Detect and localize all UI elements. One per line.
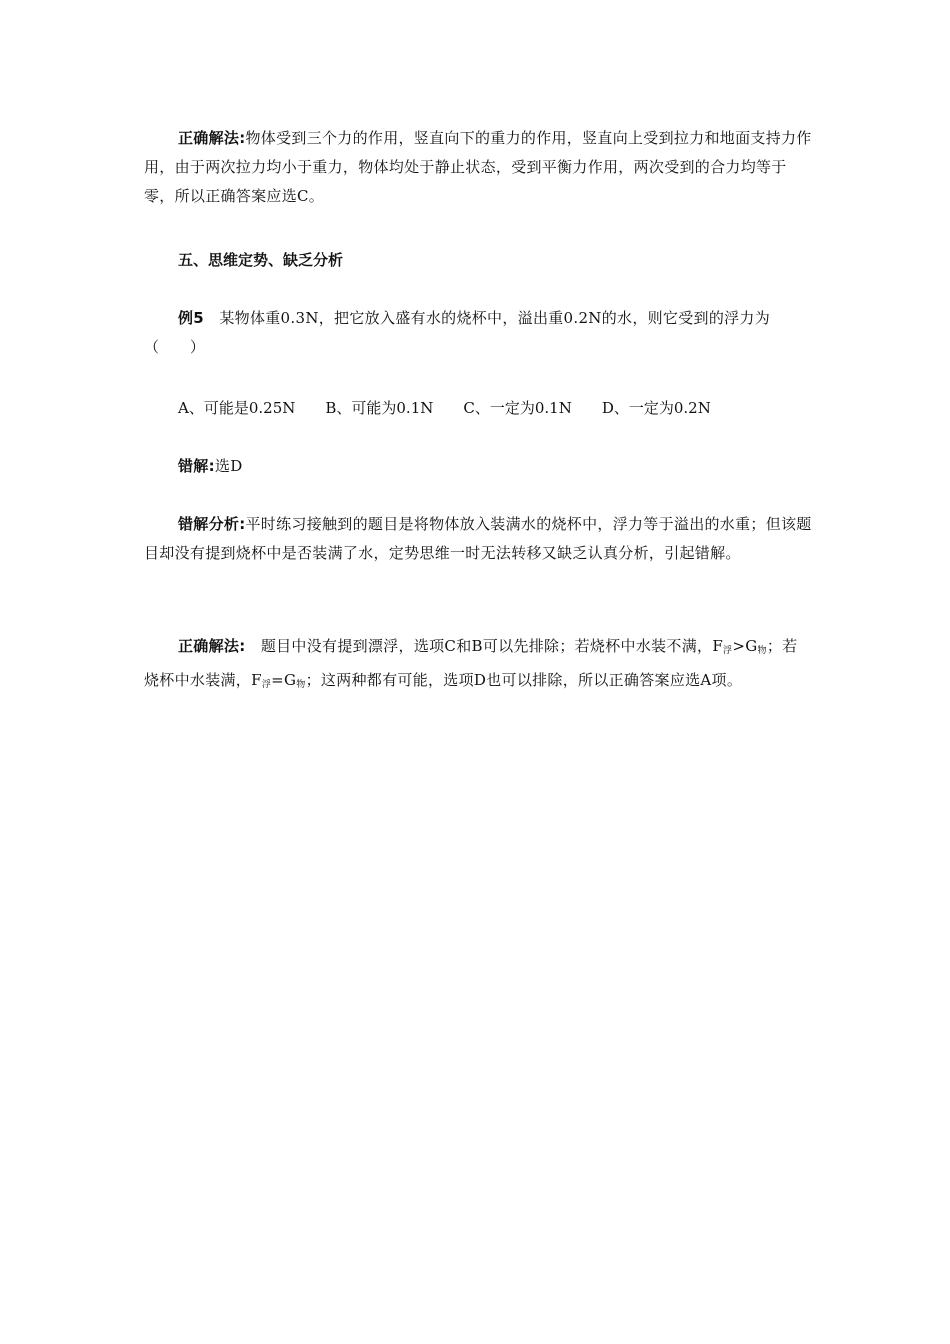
correct-text-part5: ；这两种都有可能，选项D也可以排除，所以正确答案应选A项。 [305,671,743,689]
correct-solution-text: 物体受到三个力的作用，竖直向下的重力的作用，竖直向上受到拉力和地面支持力作用，由于两次拉力均小于重力，物体均处于静止状态，受到平衡力作用，两次受到的合力均等于零，所以正确答案应选C。 [144,129,812,205]
answer-options [178,394,741,423]
example-5-label: 例5 [178,309,205,327]
correct-solution-paragraph-1 [144,124,812,211]
subscript-buoyancy-2: 浮 [261,680,272,690]
option-c: C、一定为0.1N [463,399,572,417]
correct-text-part4: =G [271,671,297,689]
correct-text-part3: ；若烧杯中水装满，F [144,637,798,689]
wrong-solution-label: 错解: [178,457,215,475]
wrong-analysis-label: 错解分析: [178,515,246,533]
option-d: D、一定为0.2N [601,399,711,417]
correct-solution-paragraph-2 [144,632,812,700]
option-b: B、可能为0.1N [325,399,434,417]
option-a: A、可能是0.25N [178,399,296,417]
correct-solution-label-2: 正确解法: [178,637,246,655]
subscript-buoyancy-1: 浮 [723,646,733,656]
subscript-object-2: 物 [296,680,306,690]
wrong-solution-paragraph [144,452,812,481]
wrong-solution-text: 选D [214,457,243,475]
correct-text-part2: >G [732,637,758,655]
example-5-text: 某物体重0.3N，把它放入盛有水的烧杯中，溢出重0.2N的水，则它受到的浮力为（ ） [144,309,771,356]
correct-text-part1: 题目中没有提到漂浮，选项C和B可以先排除；若烧杯中水装不满，F [260,637,724,655]
example-5-paragraph [144,304,812,362]
section-heading-5: 五、思维定势、缺乏分析 [178,251,344,269]
subscript-object-1: 物 [757,646,767,656]
wrong-analysis-paragraph [144,510,812,568]
wrong-analysis-text: 平时练习接触到的题目是将物体放入装满水的烧杯中，浮力等于溢出的水重；但该题目却没有提到烧杯中是否装满了水，定势思维一时无法转移又缺乏认真分析，引起错解。 [144,515,812,562]
correct-solution-label: 正确解法: [178,129,246,147]
